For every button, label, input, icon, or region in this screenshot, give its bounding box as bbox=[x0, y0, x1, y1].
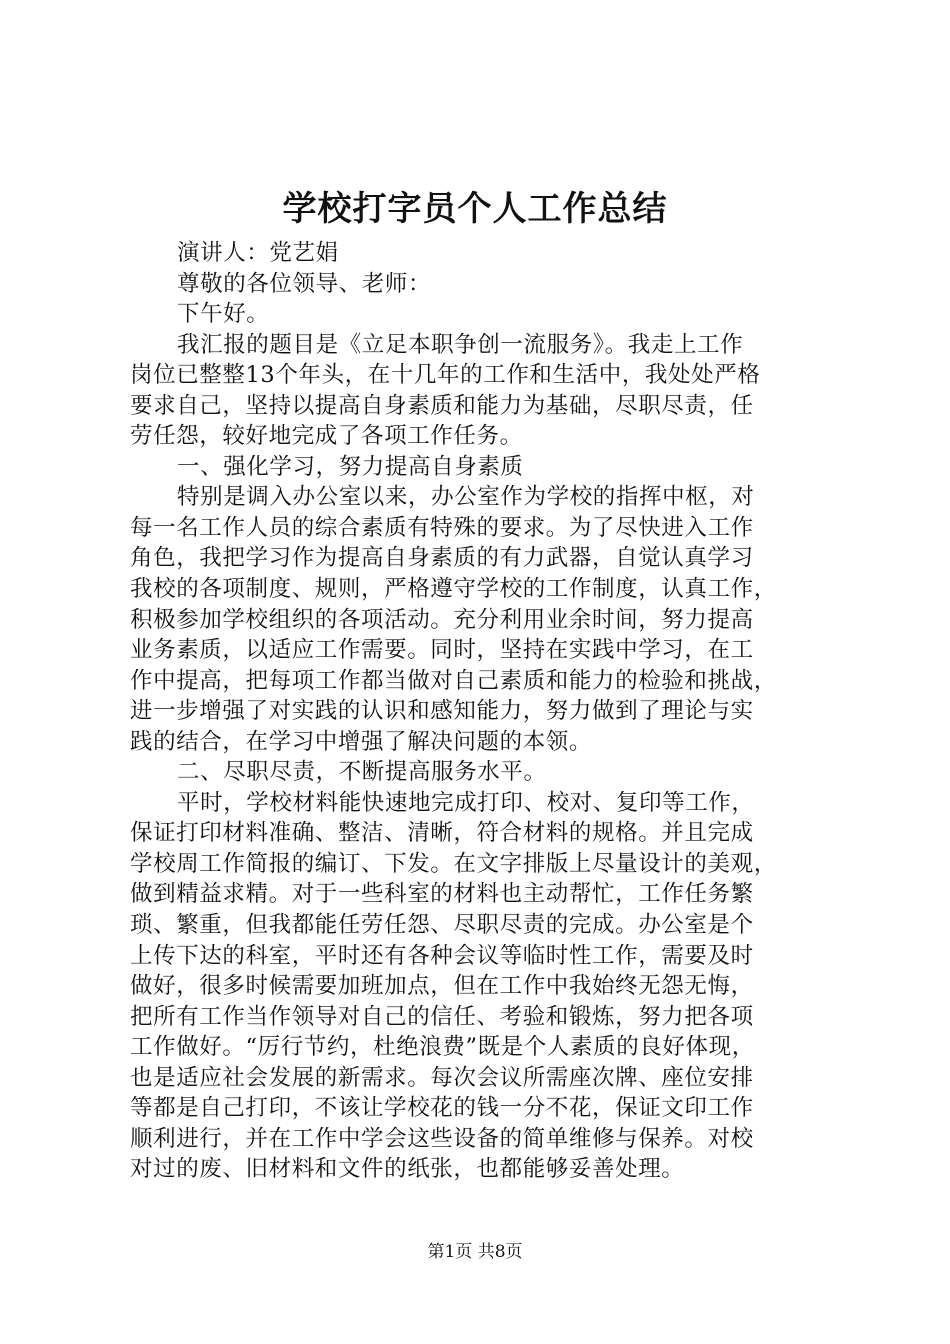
document-title: 学校打字员个人工作总结 bbox=[282, 189, 668, 229]
text-line: 积极参加学校组织的各项活动。充分利用业余时间，努力提高 bbox=[130, 606, 754, 633]
text-line: 把所有工作当作领导对自己的信任、考验和锻炼，努力把各项 bbox=[130, 1003, 754, 1030]
text-line: 进一步增强了对实践的认识和感知能力，努力做到了理论与实 bbox=[130, 698, 754, 725]
text-line: 演讲人：党艺娟 bbox=[177, 240, 339, 266]
page-footer: 第1页 共8页 bbox=[427, 1242, 523, 1262]
document-body bbox=[130, 238, 830, 1185]
text-line: 做到精益求精。对于一些科室的材料也主动帮忙，工作任务繁 bbox=[130, 881, 754, 908]
text-line: 业务素质，以适应工作需要。同时，坚持在实践中学习，在工 bbox=[130, 637, 754, 664]
text-line: 角色，我把学习作为提高自身素质的有力武器，自觉认真学习 bbox=[130, 545, 754, 572]
text-line: 对过的废、旧材料和文件的纸张，也都能够妥善处理。 bbox=[130, 1156, 685, 1183]
text-line: 我汇报的题目是《立足本职争创一流服务》。我走上工作 bbox=[177, 331, 744, 358]
text-line: 岗位已整整13个年头，在十几年的工作和生活中，我处处严格 bbox=[130, 362, 761, 389]
text-line: 做好，很多时候需要加班加点，但在工作中我始终无怨无悔， bbox=[130, 973, 754, 1000]
text-line: 顺利进行，并在工作中学会这些设备的简单维修与保养。对校 bbox=[130, 1125, 754, 1152]
text-line: 学校周工作简报的编订、下发。在文字排版上尽量设计的美观， bbox=[130, 850, 777, 877]
text-line: 每一名工作人员的综合素质有特殊的要求。为了尽快进入工作 bbox=[130, 514, 754, 541]
text-line: 平时，学校材料能快速地完成打印、校对、复印等工作， bbox=[177, 789, 755, 816]
text-line: 下午好。 bbox=[177, 301, 270, 328]
text-line: 劳任怨，较好地完成了各项工作任务。 bbox=[130, 423, 523, 450]
text-line: 琐、繁重，但我都能任劳任怨、尽职尽责的完成。办公室是个 bbox=[130, 912, 754, 939]
text-line: 作中提高，把每项工作都当做对自己素质和能力的检验和挑战， bbox=[130, 667, 777, 694]
text-line: 尊敬的各位领导、老师： bbox=[177, 270, 432, 297]
text-line: 二、尽职尽责，不断提高服务水平。 bbox=[177, 759, 547, 786]
text-line: 也是适应社会发展的新需求。每次会议所需座次牌、座位安排 bbox=[130, 1064, 754, 1091]
text-line: 要求自己，坚持以提高自身素质和能力为基础，尽职尽责，任 bbox=[130, 392, 754, 419]
text-line: 等都是自己打印，不该让学校花的钱一分不花，保证文印工作 bbox=[130, 1095, 754, 1122]
text-line: 一、强化学习，努力提高自身素质 bbox=[177, 453, 524, 480]
text-line: 工作做好。“厉行节约，杜绝浪费”既是个人素质的良好体现， bbox=[130, 1034, 755, 1061]
text-line: 我校的各项制度、规则，严格遵守学校的工作制度，认真工作， bbox=[130, 576, 777, 603]
text-line: 践的结合，在学习中增强了解决问题的本领。 bbox=[130, 728, 593, 755]
text-line: 上传下达的科室，平时还有各种会议等临时性工作，需要及时 bbox=[130, 942, 754, 969]
text-line: 保证打印材料准确、整洁、清晰，符合材料的规格。并且完成 bbox=[130, 820, 754, 847]
text-line: 特别是调入办公室以来，办公室作为学校的指挥中枢，对 bbox=[177, 484, 755, 511]
